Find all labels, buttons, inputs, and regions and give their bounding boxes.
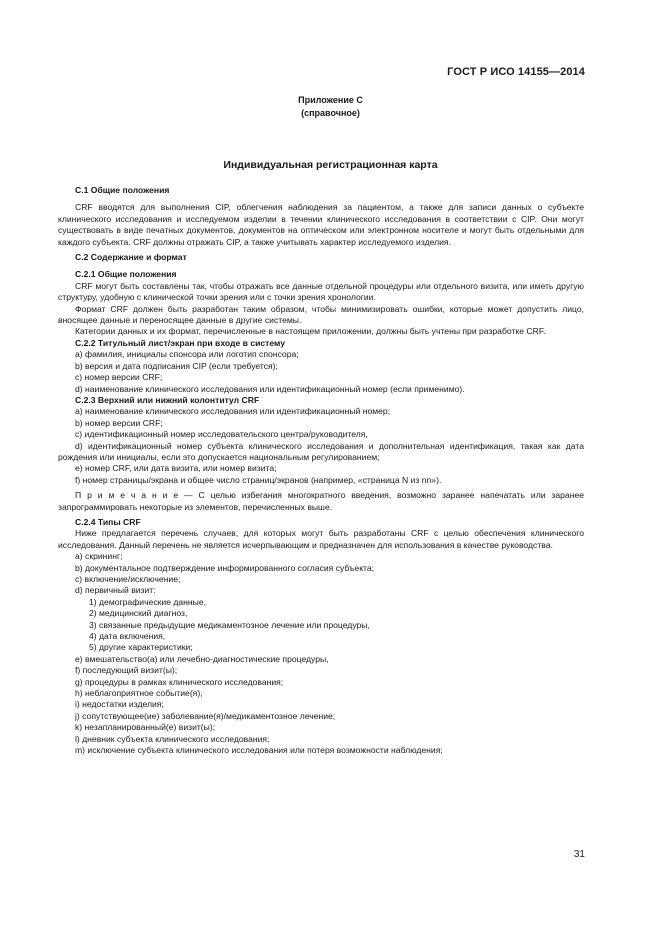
list-item: d) наименование клинического исследования или идентификационный номер (если применимо). [75,383,465,394]
list-item: j) сопутствующее(ие) заболевание(я)/медикаментозное лечение; [75,710,336,721]
standard-number: ГОСТ Р ИСО 14155—2014 [447,66,585,78]
list-item: e) номер CRF, или дата визита, или номер визита; [75,463,277,474]
section-paragraph: Ниже предлагается перечень случаев, для которых могут быть разработаны CRF с целью обеспечения клинического исследования. Данный перечень не является исчерпывающим и предназначен для использования в качестве руководства. [58,528,584,550]
list-item: c) идентификационный номер исследовательского центра/руководителя, [75,429,368,440]
annex-type: (справочное) [301,108,360,118]
list-item: b) версия и дата подписания CIP (если требуется); [75,360,278,371]
list-item: e) вмешательство(а) или лечебно-диагностические процедуры, [75,653,329,664]
list-item: d) первичный визит: [75,585,156,596]
sub-list-item: 1) демографические данные, [89,596,206,607]
annex-heading [0,94,661,120]
note [58,490,584,513]
sub-list-item: 3) связанные предыдущие медикаментозное лечение или процедуры, [89,619,370,630]
sub-list-item: 4) дата включения, [89,631,166,642]
list-item: k) незапланированный(е) визит(ы); [75,722,216,733]
note-text: — С целью избегания многократного введения, возможно заранее напечатать или заранее запрограммировать некоторые из элементов, перечисленных выше. [58,490,585,512]
list-item: a) наименование клинического исследования или идентификационный номер; [75,406,391,417]
list-item: m) исключение субъекта клинического исследования или потеря возможности наблюдения; [75,745,443,756]
sub-list-item: 5) другие характеристики; [89,642,193,653]
list-item: a) фамилия, инициалы спонсора или логотип спонсора; [75,349,299,360]
section-heading-c24: С.2.4 Типы CRF [75,516,141,527]
list-item: i) недостатки изделия; [75,699,164,710]
section-paragraph: CRF могут быть составлены так, чтобы отражать все данные отдельной процедуры или отдельного визита, или иметь другую структуру, удобную с клинической точки зрения или с точки зрения хронологии. [58,280,584,303]
sub-list-item: 2) медицинский диагноз, [89,608,188,619]
section-paragraph: Формат CRF должен быть разработан таким образом, чтобы минимизировать ошибки, которые может допустить лицо, вносящее данные и переносящее данные в другие системы. [58,303,584,326]
list-item: a) скрининг; [75,551,123,562]
section-heading-c22: С.2.2 Титульный лист/экран при входе в систему [75,337,286,348]
note-label: П р и м е ч а н и е [75,490,179,501]
list-item: d) идентификационный номер субъекта клинического исследования и дополнительная идентификация, такая как дата рождения или инициалы, если это допускается национальным регулированием; [58,440,584,462]
list-item: h) неблагоприятное событие(я), [75,688,203,699]
list-item: c) номер версии CRF; [75,372,163,383]
page-number: 31 [573,849,585,860]
document-body [58,185,584,757]
section-paragraph: CRF вводятся для выполнения CIP, облегчения наблюдения за пациентом, а также для записи данных о субъекте клинического исследования и исследуемом изделии в течении клинического исследования в соответствии с CIP. Они могут существовать в виде печатных документов, документов на оптическом или электронном носителе и могут быть отдельными для каждого субъекта. CRF должны отражать CIP, а также учитывать характер исследуемого изделия. [58,202,584,247]
section-heading-c1: С.1 Общие положения [75,185,170,195]
list-item: f) последующий визит(ы); [75,665,178,676]
list-item: f) номер страницы/экрана и общее число страниц/экранов (например, «страница N из nn»). [75,474,442,485]
list-item: l) дневник субъекта клинического исследования; [75,733,270,744]
section-heading-c23: С.2.3 Верхний или нижний колонтитул CRF [75,394,260,405]
annex-title: Приложение С [298,95,363,105]
document-title: Индивидуальная регистрационная карта [223,159,438,171]
list-item: b) номер версии CRF; [75,417,163,428]
section-heading-c2: С.2 Содержание и формат [75,252,187,263]
section-paragraph: Категории данных и их формат, перечисленные в настоящем приложении, должны быть учтены при разработке CRF. [75,326,546,337]
list-item: c) включение/исключение; [75,574,181,584]
section-heading-c21: С.2.1 Общие положения [75,269,177,280]
list-item: g) процедуры в рамках клинического исследования; [75,676,284,687]
list-item: b) документальное подтверждение информированного согласия субъекта; [75,562,375,573]
